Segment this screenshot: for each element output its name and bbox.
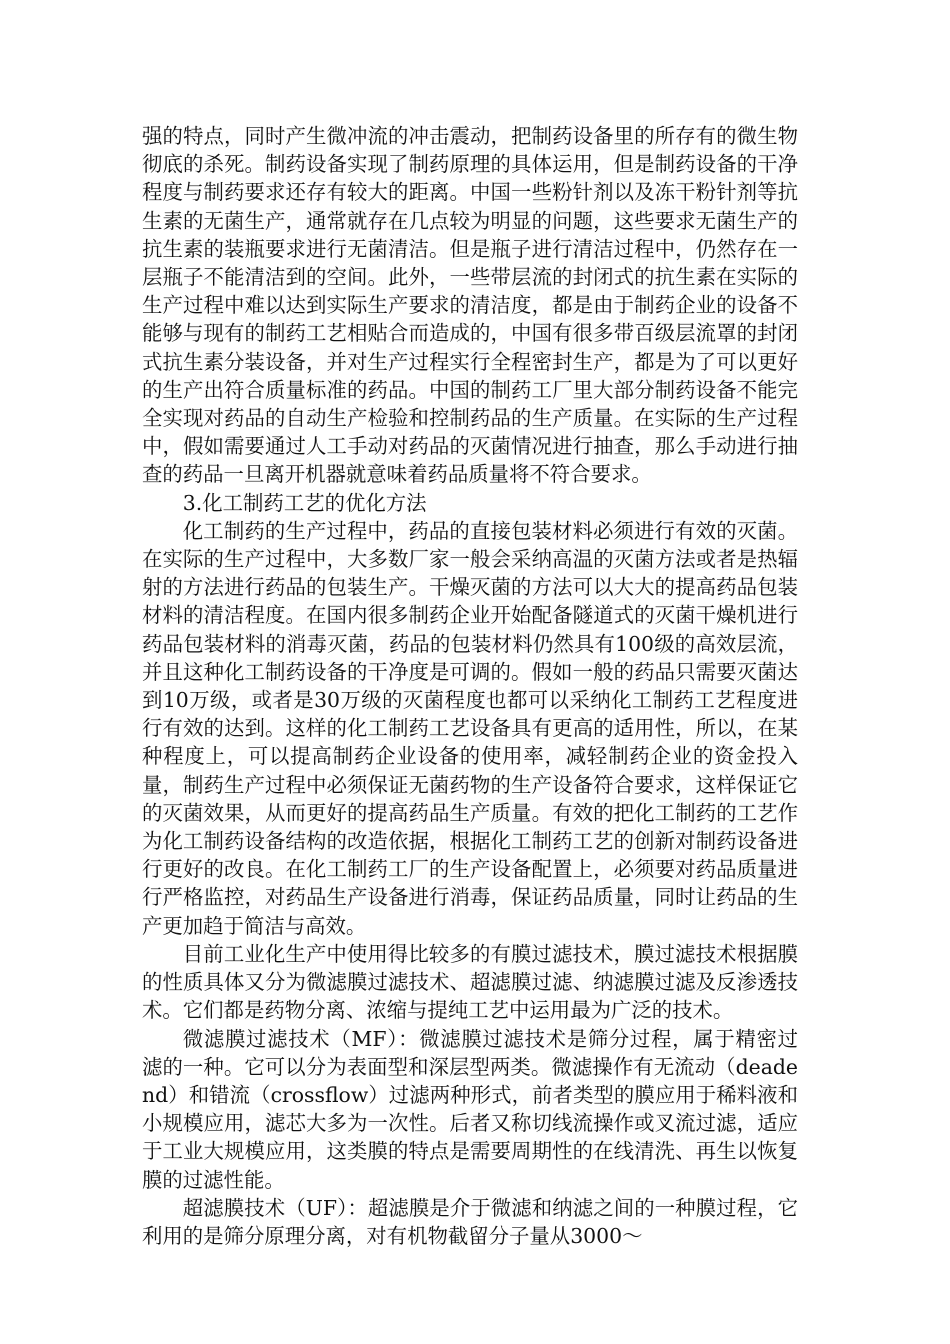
paragraph-sterilization-issues: 强的特点，同时产生微冲流的冲击震动，把制药设备里的所存有的微生物彻底的杀死。制药设备实现了制药原理的具体运用，但是制药设备的干净程度与制药要求还存有较大的距离。中国一些粉针剂以及冻干粉针剂等抗生素的无菌生产，通常就存在几点较为明显的问题，这些要求无菌生产的抗生素的装瓶要求进行无菌清洁。但是瓶子进行清洁过程中，仍然存在一层瓶子不能清洁到的空间。此外，一些带层流的封闭式的抗生素在实际的生产过程中难以达到实际生产要求的清洁度，都是由于制药企业的设备不能够与现有的制药工艺相贴合而造成的，中国有很多带百级层流罩的封闭式抗生素分装设备，并对生产过程实行全程密封生产，都是为了可以更好的生产出符合质量标准的药品。中国的制药工厂里大部分制药设备不能完全实现对药品的自动生产检验和控制药品的生产质量。在实际的生产过程中，假如需要通过人工手动对药品的灭菌情况进行抽查，那么手动进行抽查的药品一旦离开机器就意味着药品质量将不符合要求。: [142, 124, 798, 487]
paragraph-packaging-sterilization: 化工制药的生产过程中，药品的直接包装材料必须进行有效的灭菌。在实际的生产过程中，大多数厂家一般会采纳高温的灭菌方法或者是热辐射的方法进行药品的包装生产。干燥灭菌的方法可以大大的提高药品包装材料的清洁程度。在国内很多制药企业开始配备隧道式的灭菌干燥机进行药品包装材料的消毒灭菌，药品的包装材料仍然具有100级的高效层流，并且这种化工制药设备的干净度是可调的。假如一般的药品只需要灭菌达到10万级，或者是30万级的灭菌程度也都可以采纳化工制药工艺程度进行有效的达到。这样的化工制药工艺设备具有更高的适用性，所以，在某种程度上，可以提高制药企业设备的使用率，减轻制药企业的资金投入量，制药生产过程中必须保证无菌药物的生产设备符合要求，这样保证它的灭菌效果，从而更好的提高药品生产质量。有效的把化工制药的工艺作为化工制药设备结构的改造依据，根据化工制药工艺的创新对制药设备进行更好的改良。在化工制药工厂的生产设备配置上，必须要对药品质量进行严格监控，对药品生产设备进行消毒，保证药品质量，同时让药品的生产更加趋于简洁与高效。: [142, 518, 798, 938]
paragraph-microfiltration: 微滤膜过滤技术（MF）：微滤膜过滤技术是筛分过程，属于精密过滤的一种。它可以分为表面型和深层型两类。微滤操作有无流动（deadend）和错流（crossflow）过滤两种形式，前者类型的膜应用于稀料液和小规模应用，滤芯大多为一次性。后者又称切线流操作或叉流过滤，适应于工业大规模应用，这类膜的特点是需要周期性的在线清洗、再生以恢复膜的过滤性能。: [142, 1026, 798, 1192]
paragraph-membrane-filtration: 目前工业化生产中使用得比较多的有膜过滤技术，膜过滤技术根据膜的性质具体又分为微滤膜过滤技术、超滤膜过滤、纳滤膜过滤及反渗透技术。它们都是药物分离、浓缩与提纯工艺中运用最为广泛的技术。: [142, 941, 798, 1023]
section-heading-optimization-methods: 3.化工制药工艺的优化方法: [182, 490, 427, 515]
paragraph-ultrafiltration: 超滤膜技术（UF）：超滤膜是介于微滤和纳滤之间的一种膜过程，它利用的是筛分原理分离，对有机物截留分子量从3000～: [142, 1195, 798, 1248]
document-body: [142, 122, 798, 1250]
